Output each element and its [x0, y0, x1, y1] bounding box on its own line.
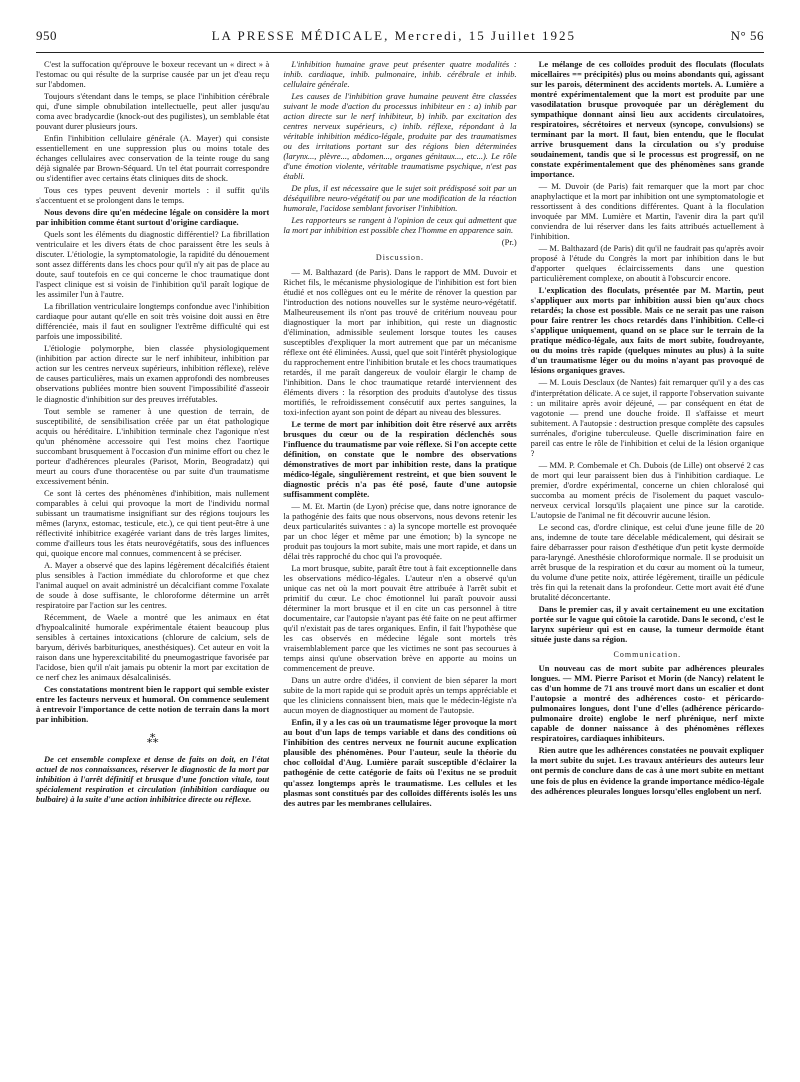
- paragraph: Ce sont là certes des phénomènes d'inhibition, mais nullement comparables à celui qui provoque la mort de l'individu normal subissant un traumatisme insignifiant sur des régions toujours les mêmes (larynx, estomac, testicule, etc.), ce qui tient peut-être à une réflectivité inhibitrice exagérée variant dans de très larges limites, comme d'ailleurs tous les états neurovégétatifs, sous des influences qui, quoique encore mal connues, commencent à se préciser.: [36, 487, 270, 558]
- section-heading-communication: Communication.: [613, 649, 682, 659]
- page-header: [36, 28, 764, 50]
- paragraph: Le mélange de ces colloïdes produit des floculats (floculats micellaires == précipités) plus ou moins abondants qui, agissant sur les parois, déterminent des accidents mortels. A. Lumière a montré expérimentalement que la mort est produite par une vasodilatation brusque provoquée par un dérèglement du sympathique donnant ainsi lieu aux accidents circulatoires, respiratoires, sécrétoires et nerveux (syncope, convulsions) se terminant par la mort. Il faut, bien entendu, que le floculat arrive brusquement dans la circulation ou s'y produise soudainement, tandis que si le processus est progressif, on ne constate expérimentalement que des phénomènes sans grande importance.: [530, 59, 764, 180]
- conclusion-paragraph: Les rapporteurs se rangent à l'opinion de ceux qui admettent que la mort par inhibition est possible chez l'homme en apparence sain.: [283, 215, 517, 236]
- paragraph: Quels sont les éléments du diagnostic différentiel? La fibrillation ventriculaire et les divers états de choc paraissent être les seuls à discuter. L'étiologie, la symptomatologie, la rapidité du dénouement sont assez différents dans les chocs pour qu'il n'y ait pas de place au doute, sauf toutefois en ce qui concerne le choc traumatique dont l'aspect clinique est si voisin de l'inhibition qu'il paraît logique de les assimiler l'un à l'autre.: [36, 229, 270, 300]
- conclusion-paragraph: De cet ensemble complexe et dense de faits on doit, en l'état actuel de nos connaissances, réserver le diagnostic de la mort par inhibition à l'arrêt définitif et brusque d'une fonction vitale, tout spécialement respiration et circulation (inhibition cardiaque ou bulbaire) à la suite d'une action inhibitrice directe ou réflexe.: [36, 754, 270, 805]
- section-separator: ⁂: [146, 732, 159, 746]
- paragraph: Enfin, il y a les cas où un traumatisme léger provoque la mort au bout d'un laps de temps variable et dans des conditions où l'inhibition des centres nerveux ne fournit aucune explication plausible des phénomènes. Pour l'auteur, seule la théorie du choc colloïdal d'Aug. Lumière paraît susceptible d'éclairer la pathogénie de cette catégorie de faits où l'exitus ne se produit qu'assez longtemps après le traumatisme. Les cellules et les plasmas sont constitués par des colloïdes différents isolés les uns des autres par les membranes cellulaires.: [283, 717, 517, 808]
- paragraph: Le second cas, d'ordre clinique, est celui d'une jeune fille de 20 ans, indemne de toute tare décelable médicalement, qui désirait se faire débarrasser pour raison d'esthétique d'un petit kyste dermoïde para-laryngé. Anesthésie chloroformique normale. Il se produisit un arrêt brusque de la respiration et du cœur au moment où la tumeur, du volume d'une petite noix, attirée légèrement, tiraille un pédicule très fin qui la retenait dans la profondeur. Cette mort avait été d'une brutalité déconcertante.: [530, 521, 764, 602]
- columns: [36, 59, 764, 1069]
- paragraph: Tous ces types peuvent devenir mortels : il suffit qu'ils s'accentuent et se prolongent dans le temps.: [36, 185, 270, 206]
- paragraph: La mort brusque, subite, paraît être tout à fait exceptionnelle dans les observations médico-légales. L'auteur n'en a observé qu'un unique cas net où la mort pouvait être attribuée à l'arrêt subit et primitif du cœur. Le choc émotionnel lui paraît pouvoir aussi déterminer la mort brusque et il en cite un cas personnel à titre documentaire, car l'autopsie n'ayant pas été faite on ne peut affirmer qu'il n'existait pas de tares organiques. Enfin, il fait l'hypothèse que les cas observés en médecine légale sont mortels très vraisemblablement parce que les victimes ne sont pas secourues à temps ainsi qu'une observation brève en apporte au moins un commencement de preuve.: [283, 563, 517, 674]
- paragraph: Un nouveau cas de mort subite par adhérences pleurales longues. — MM. Pierre Parisot et Morin (de Nancy) relatent le cas d'un homme de 71 ans trouvé mort dans un escalier et dont l'autopsie a montré des adhérences costo- et péricardo-pulmonaires longues, dont l'une d'elles (adhérence péricardo-pulmonaire droite) englobe le nerf phrénique, nerf mixte capable de donner naissance à des phénomènes réflexes respiratoires, cardiaques inhibiteurs.: [530, 663, 764, 744]
- paragraph: — MM. P. Combemale et Ch. Dubois (de Lille) ont observé 2 cas de mort qui leur paraissent bien dus à l'inhibition cardiaque. Le premier, d'ordre expérimental, concerne un chien chloralosé qui succomba au moment précis de l'isolement du paquet vasculo-nerveux cervical lorsqu'ils plaçaient une pince sur la carotide. L'autopsie de l'animal ne fit découvrir aucune lésion.: [530, 459, 764, 520]
- paragraph: Ces constatations montrent bien le rapport qui semble exister entre les facteurs nerveux et humoral. On commence seulement à entrevoir l'importance de cette notion de terrain dans la mort par inhibition.: [36, 683, 270, 724]
- publication-title: LA PRESSE MÉDICALE, Mercredi, 15 Juillet 1925: [211, 28, 577, 43]
- column-1: [36, 59, 269, 1069]
- paragraph: C'est la suffocation qu'éprouve le boxeur recevant un « direct » à l'estomac ou qui résulte de la surprise causée par un jet d'eau reçu sur l'abdomen.: [36, 59, 270, 90]
- header-rule: [36, 52, 764, 53]
- paragraph: — M. Et. Martin (de Lyon) précise que, dans notre ignorance de la pathogénie des faits que nous observons, nous devons retenir les deux particularités suivantes : a) la syncope mortelle est provoquée par un choc léger et même par une émotion; b) la syncope ne produit pas toujours la mort subite, mais une mort rapide, et dans un délai très rapproché du choc qui l'a provoquée.: [283, 501, 517, 562]
- paragraph: Dans un autre ordre d'idées, il convient de bien séparer la mort subite de la mort rapide qui se produit après un temps appréciable et que les cliniciens connaissent bien, mais que le médecin-légiste n'a aucun moyen de diagnostiquer au moment de l'autopsie.: [283, 675, 517, 716]
- paragraph: — M. Louis Desclaux (de Nantes) fait remarquer qu'il y a des cas d'interprétation délicate. A ce sujet, il rapporte l'observation suivante : un militaire après avoir déjeuné, — par conséquent en état de vagotonie — prend une douche froide. Il s'affaisse et meurt subitement. A l'autopsie : destruction presque complète des capsules surrénales, d'origine tuberculeuse. Quelle discrimination faire en pareil cas entre le rôle de l'inhibition et celui de la lésion organique ?: [530, 377, 764, 458]
- paragraph: L'explication des floculats, présentée par M. Martin, peut s'appliquer aux morts par inhibition aussi bien qu'aux chocs retardés; la chose est possible. Mais ce ne serait pas une raison pour faire rentrer les chocs retardés dans l'inhibition. Celle-ci s'applique uniquement, quand on se place sur le terrain de la pratique médico-légale, aux faits de mort subite, foudroyante, ou du moins très rapide (quelques minutes au plus) à la suite d'un traumatisme léger ou du moins n'ayant pas provoqué de lésions organiques graves.: [530, 285, 764, 376]
- section-heading-discussion: Discussion.: [375, 253, 425, 263]
- paragraph: Dans le premier cas, il y avait certainement eu une excitation portée sur le vague qui côtoie la carotide. Dans le second, c'est le larynx supérieur qui est en cause, la tumeur dermoïde étant située juste dans sa région.: [530, 603, 764, 644]
- paragraph: — M. Balthazard (de Paris) dit qu'il ne faudrait pas qu'après avoir proposé à l'étude du Congrès la mort par inhibition dans le but d'apporter quelques éclaircissements dans une question particulièrement complexe, on aboutit à l'obscurcir encore.: [530, 243, 764, 284]
- paragraph: Récemment, de Waele a montré que les animaux en état d'hypoalcalinité humorale expérimentale étaient beaucoup plus sensibles à certaines intoxications (chlorure de calcium, sels de baryum, dérivés barbituriques, anesthésiques). Cet auteur en voit la raison dans une hyperexcitabilité du pneumogastrique favorisée par l'acidose, bien qu'il n'ait jamais pu obtenir la mort par excitation de ce nerf chez les animaux désalcalinisés.: [36, 611, 270, 682]
- column-3: [531, 59, 764, 1069]
- paragraph: Rien autre que les adhérences constatées ne pouvait expliquer la mort subite du sujet. Les travaux antérieurs des auteurs leur ont permis de conclure dans de cas à une mort subite en mettant une fois de plus en évidence la grande importance médico-légale des adhérences pleurales longues lorsqu'elles englobent un nerf.: [530, 745, 764, 796]
- signature: (Pr.): [501, 237, 517, 248]
- conclusion-paragraph: Les causes de l'inhibition grave humaine peuvent être classées suivant le mode d'action du processus inhibiteur en : a) inhib par action directe sur le nerf inhibiteur, b) inhib. par excitation des centres nerveux supérieurs, c) inhib. réflexe, répondant à la véritable inhibition médico-légale, produite par des traumatismes ou des irritations portant sur des régions bien déterminées (larynx..., plèvre..., abdomen..., organes génitaux..., etc...). Le rôle d'une émotion violente, véritable traumatisme psychique, n'est pas établi.: [283, 91, 517, 182]
- issue-number: N° 56: [730, 28, 764, 43]
- paragraph: L'étiologie polymorphe, bien classée physiologiquement (inhibition par action directe sur le nerf inhibiteur, inhibition par action sur les centres nerveux supérieurs, inhibition réflexe), relève de causes particulières, mais un examen approfondi des nombreuses observations publiées montre bien souvent l'impossibilité d'asseoir le diagnostic d'inhibition sur des preuves irréfutables.: [36, 343, 270, 404]
- paragraph: Enfin l'inhibition cellulaire générale (A. Mayer) qui consiste essentiellement en une suppression plus ou moins totale des échanges cellulaires avec conservation de la teinte rouge du sang déjà signalée par Brown-Séquard. Un tel état pourrait correspondre ou s'identifier avec certains états cliniques dits de shock.: [36, 133, 270, 184]
- paragraph: — M. Balthazard (de Paris). Dans le rapport de MM. Duvoir et Richet fils, le mécanisme physiologique de l'inhibition est fort bien étudié et nos collègues ont eu le mérite de rénover la question par l'introduction des notions nouvelles sur le système neuro-végétatif. Malheureusement ils n'ont pas trouvé de critérium nouveau pour diagnostiquer la mort par inhibition, qui reste un diagnostic d'élimination, admissible seulement lorsque toutes les causes susceptibles d'expliquer la mort autrement que par un mécanisme réflexe ont été éliminées. Aussi, quel que soit l'intérêt physiologique du rapprochement entre l'inhibition brutale et les chocs traumatiques retardés, il me paraît dangereux de vouloir élargir le champ de l'inhibition. Dans le choc traumatique retardé interviennent des éléments divers : la résorption des produits d'autolyse des tissus mortifiés, le refroidissement consécutif aux pertes sanguines, la toxi-infection ayant son point de départ au niveau des blessures.: [283, 266, 517, 417]
- paragraph: — M. Duvoir (de Paris) fait remarquer que la mort par choc anaphylactique et la mort par inhibition ont une symptomatologie et ressortissent à des conditions différentes. Quant à la floculation invoquée par MM. Lumière et Martin, l'avenir dira la part qu'il conviendra de lui réserver dans les faits attribués actuellement à l'inhibition.: [530, 181, 764, 242]
- paragraph: Tout semble se ramener à une question de terrain, de susceptibilité, de sensibilisation créée par un état pathologique acquis ou héréditaire. L'inhibition terminale chez l'agonique n'est qu'un phénomène accessoire qui l'est moins chez l'aortique succombant brusquement à l'occasion d'un minime effort ou chez le porteur d'adhérences pleurales (Parisot, Morin, Beogradatz) qui meurt au cours d'une thoracentèse ou par suite d'un traumatisme excessivement bénin.: [36, 405, 270, 486]
- paragraph: Nous devons dire qu'en médecine légale on considère la mort par inhibition comme étant surtout d'origine cardiaque.: [36, 207, 270, 228]
- conclusion-paragraph: De plus, il est nécessaire que le sujet soit prédisposé soit par un déséquilibre neuro-végétatif ou par une modification de la réaction humorale, l'acidose semblant favoriser l'inhibition.: [283, 183, 517, 214]
- paragraph: La fibrillation ventriculaire longtemps confondue avec l'inhibition cardiaque pour autant qu'elle en soit très voisine doit aussi en être différenciée, mais il faut en souligner l'extrême difficulté qui est parfois une impossibilité.: [36, 301, 270, 342]
- column-2: [283, 59, 516, 1069]
- conclusion-paragraph: L'inhibition humaine grave peut présenter quatre modalités : inhib. cardiaque, inhib. pulmonaire, inhib. cérébrale et inhib. cellulaire générale.: [283, 59, 517, 90]
- paragraph: Le terme de mort par inhibition doit être réservé aux arrêts brusques du cœur ou de la respiration déclenchés sous l'influence du traumatisme par voie réflexe. Si l'on accepte cette définition, on constate que le nombre des observations démonstratives de mort par inhibition reste, dans la pratique médico-légale, singulièrement restreint, et que bien souvent le diagnostic précis n'a pas été posé, faute d'une autopsie suffisamment complète.: [283, 418, 517, 500]
- paragraph: Toujours s'étendant dans le temps, se place l'inhibition cérébrale qui, d'une simple obnubilation intellectuelle, peut aller jusqu'au coma avec bradycardie (knock-out des pugilistes), un semblable état pouvant durer plusieurs jours.: [36, 91, 270, 132]
- paragraph: A. Mayer a observé que des lapins légèrement décalcifiés étaient plus sensibles à l'action immédiate du chloroforme et que chez l'animal auquel on avait administré un décalcifiant comme l'oxalate de soude à dose suffisante, le chloroforme détermine un arrêt respiratoire par l'action sur les centres.: [36, 559, 270, 610]
- page-number: 950: [36, 28, 57, 43]
